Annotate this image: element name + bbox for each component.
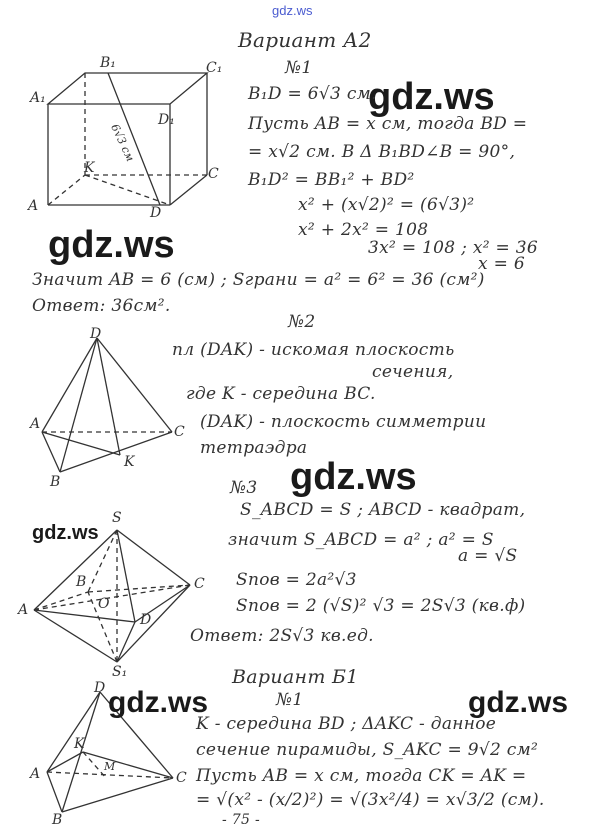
octahedron-figure bbox=[34, 530, 190, 662]
s2-line-5: тетраэдра bbox=[200, 438, 308, 458]
s3-line-2: значит S_ABCD = a² ; a² = S bbox=[228, 530, 494, 550]
watermark-2: gdz.ws bbox=[48, 224, 175, 266]
s1-line-6: x² + 2x² = 108 bbox=[298, 220, 429, 240]
s4-line-4: = √(x² - (x/2)²) = √(3x²/4) = x√3/2 (см). bbox=[196, 790, 545, 810]
problem-3-number: №3 bbox=[230, 478, 258, 498]
s3-answer: Ответ: 2S√3 кв.ед. bbox=[190, 626, 374, 646]
label-c1: C₁ bbox=[206, 60, 223, 76]
s1-line-5: x² + (x√2)² = (6√3)² bbox=[298, 195, 475, 215]
s1-line-9: Значит AB = 6 (см) ; Sграни = a² = 6² = 36 (см²) bbox=[32, 270, 485, 290]
label-oct-s1: S₁ bbox=[112, 664, 128, 680]
page-number: - 75 - bbox=[222, 812, 260, 828]
s2-line-2: сечения, bbox=[372, 362, 454, 382]
label-d: D bbox=[150, 205, 162, 221]
label-a: A bbox=[28, 198, 39, 214]
label-tetra-a: A bbox=[30, 416, 41, 432]
s1-line-8: x = 6 bbox=[478, 254, 525, 274]
label-pyr-k: K bbox=[74, 736, 85, 752]
s3-line-1: S_ABCD = S ; ABCD - квадрат, bbox=[240, 500, 526, 520]
s1-answer: Ответ: 36см². bbox=[32, 296, 171, 316]
watermark-4: gdz.ws bbox=[32, 522, 99, 544]
label-oct-c: C bbox=[194, 576, 205, 592]
watermark-6: gdz.ws bbox=[468, 686, 569, 719]
variant-a2-title: Вариант А2 bbox=[238, 28, 372, 52]
label-oct-s: S bbox=[112, 510, 122, 526]
s3-line-3: a = √S bbox=[458, 546, 518, 566]
label-b1: B₁ bbox=[100, 55, 116, 71]
label-pyr-a: A bbox=[30, 766, 41, 782]
s1-line-4: B₁D² = BB₁² + BD² bbox=[248, 170, 415, 190]
s2-line-1: пл (DAK) - искомая плоскость bbox=[172, 340, 455, 360]
label-a1: A₁ bbox=[30, 90, 46, 106]
label-diagonal: 6√3 см bbox=[108, 122, 137, 164]
watermark-1: gdz.ws bbox=[368, 76, 495, 118]
s2-line-3: где K - середина BC. bbox=[186, 384, 376, 404]
s4-line-3: Пусть AB = x см, тогда CK = AK = bbox=[196, 766, 527, 786]
watermark-3: gdz.ws bbox=[290, 456, 417, 498]
label-oct-a: A bbox=[18, 602, 29, 618]
label-pyr-c: C bbox=[176, 770, 187, 786]
watermark-5: gdz.ws bbox=[108, 686, 209, 719]
s3-line-5: Sпов = 2 (√S)² √3 = 2S√3 (кв.ф) bbox=[236, 596, 526, 616]
tetrahedron-figure bbox=[42, 338, 172, 472]
s1-line-1: B₁D = 6√3 см. bbox=[248, 84, 377, 104]
label-tetra-k: K bbox=[124, 454, 135, 470]
s4-line-2: сечение пирамиды, S_AKC = 9√2 см² bbox=[196, 740, 539, 760]
s4-line-1: K - середина BD ; ΔAKC - данное bbox=[196, 714, 497, 734]
label-tetra-d: D bbox=[90, 326, 102, 342]
label-oct-d: D bbox=[140, 612, 152, 628]
s1-line-2: Пусть AB = x см, тогда BD = bbox=[248, 114, 528, 134]
s3-line-4: Sпов = 2a²√3 bbox=[236, 570, 357, 590]
label-tetra-b: B bbox=[50, 474, 61, 490]
label-pyr-b: B bbox=[52, 812, 63, 828]
s2-line-4: (DAK) - плоскость симметрии bbox=[200, 412, 487, 432]
label-c: C bbox=[208, 166, 219, 182]
s1-line-3: = x√2 см. B Δ B₁BD∠B = 90°, bbox=[248, 142, 516, 162]
label-oct-b: B bbox=[76, 574, 87, 590]
problem-1-number: №1 bbox=[285, 58, 313, 78]
problem-b1-number: №1 bbox=[276, 690, 304, 710]
s1-line-7: 3x² = 108 ; x² = 36 bbox=[368, 238, 539, 258]
label-oct-o: O bbox=[98, 596, 110, 612]
watermark-top: gdz.ws bbox=[272, 3, 313, 18]
label-k: K bbox=[84, 160, 95, 176]
problem-2-number: №2 bbox=[288, 312, 316, 332]
label-tetra-c: C bbox=[174, 424, 185, 440]
label-d1: D₁ bbox=[158, 112, 175, 128]
label-pyr-m: M bbox=[104, 760, 116, 773]
label-pyr-d: D bbox=[94, 680, 106, 696]
variant-b1-title: Вариант Б1 bbox=[232, 666, 359, 688]
